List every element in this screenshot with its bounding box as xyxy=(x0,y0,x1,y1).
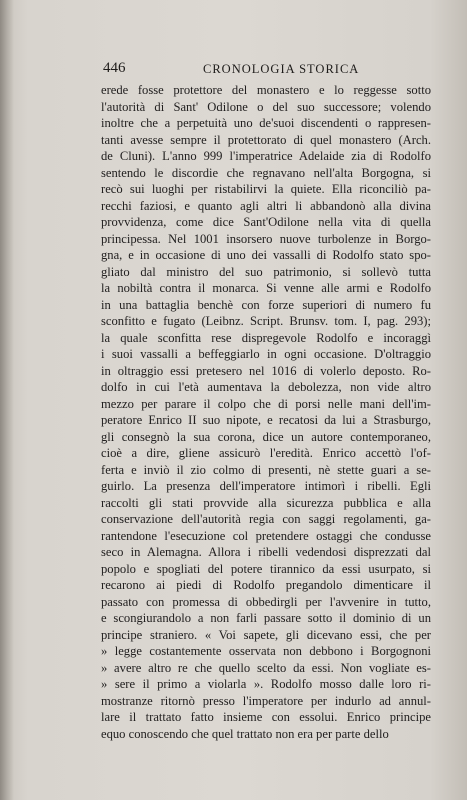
text-line: la quale sconfitta rese dispregevole Rodolfo e incoraggì xyxy=(101,330,431,345)
text-line: passato con promessa di obbedirgli per l'avvenire in tutto, xyxy=(101,594,431,609)
page-header xyxy=(103,60,429,80)
text-line: in oltraggio essi pretesero nel 1016 di volerlo deposto. Ro- xyxy=(101,363,431,378)
text-line: provvidenza, come dice Sant'Odilone nella vita di quella xyxy=(101,215,431,229)
text-line: gna, e in occasione di uno dei vassalli di Rodolfo stato spo- xyxy=(101,248,431,262)
text-line: mostranze ritornò presso l'imperatore per indurlo ad annul- xyxy=(101,693,431,708)
text-line: cioè a dire, gliene assicurò l'eredità. Enrico accettò l'of- xyxy=(101,446,431,460)
text-line: peratore Enrico II suo nipote, e recatosi da lui a Strasburgo, xyxy=(101,413,431,427)
text-line: inoltre che a perpetuità uno de'suoi discendenti o rappresen- xyxy=(101,116,431,130)
text-line: mezzo per parare il colpo che di porsi nelle mani dell'im- xyxy=(101,396,431,411)
running-title: CRONOLOGIA STORICA xyxy=(203,62,360,76)
text-line: » legge costantemente osservata non debbono i Borgognoni xyxy=(101,644,431,658)
text-line: tanti avesse sempre il protettorato di quel monastero (Arch. xyxy=(101,132,431,147)
text-line: equo conoscendo che quel trattato non era per parte dello xyxy=(101,726,389,741)
text-line: l'autorità di Sant' Odilone o del suo successore; volendo xyxy=(101,99,431,114)
text-line: » avere altro re che quello scelto da essi. Non vogliate es- xyxy=(101,660,431,675)
text-line: ferta e inviò il zio colmo di presenti, nè stette guari a se- xyxy=(101,462,431,477)
text-line: principe straniero. « Voi sapete, gli dicevano essi, che per xyxy=(101,627,431,642)
body-text xyxy=(101,82,431,742)
text-line: popolo e spogliati del potere tirannico da essi usurpato, si xyxy=(101,561,431,576)
text-line: in una battaglia benchè con forze superiori di numero fu xyxy=(101,297,431,312)
text-line: gli consegnò la sua corona, dice un autore contemporaneo, xyxy=(101,429,431,444)
text-line: sentendo le discordie che regnavano nell'alta Borgogna, si xyxy=(101,165,431,180)
text-line: conservazione dell'autorità regia con saggi regolamenti, ga- xyxy=(101,512,431,526)
text-line: la nobiltà contra il monarca. Si venne alle armi e Rodolfo xyxy=(101,281,431,295)
text-line: e scongiurandolo a non farli passare sotto il dominio di un xyxy=(101,611,431,625)
text-line: dolfo in cui l'età aumentava la debolezza, non vide altro xyxy=(101,380,431,394)
text-line: recarono ai piedi di Rodolfo pregandolo dimenticare il xyxy=(101,578,431,592)
text-line: raccolti gli stati provvide alla sicurezza pubblica e alla xyxy=(101,495,431,510)
text-line: erede fosse protettore del monastero e lo reggesse sotto xyxy=(101,83,431,97)
text-line: lare il trattato fatto insieme con essolui. Enrico principe xyxy=(101,710,431,724)
text-line: rantendone l'esecuzione col pretendere ostaggi che condusse xyxy=(101,528,431,543)
text-line: gliato dal ministro del suo patrimonio, si sollevò tutta xyxy=(101,264,431,279)
text-line: guirlo. La presenza dell'imperatore intimorì i ribelli. Egli xyxy=(101,479,431,493)
text-line: » sere il primo a violarla ». Rodolfo mosso dalle loro ri- xyxy=(101,677,431,691)
text-line: recchi faziosi, e quanto agli altri li abbandonò alla divina xyxy=(101,198,431,213)
page-number: 446 xyxy=(103,60,126,76)
text-line: sconfitto e fugato (Leibnz. Script. Brunsv. tom. I, pag. 293); xyxy=(101,314,431,328)
page-gutter xyxy=(0,0,14,800)
text-line: principessa. Nel 1001 insorsero nuove turbolenze in Borgo- xyxy=(101,231,431,246)
text-line: i suoi vassalli a beffeggiarlo in ogni occasione. D'oltraggio xyxy=(101,347,431,361)
text-line: seco in Alemagna. Allora i ribelli vedendosi disprezzati dal xyxy=(101,545,431,559)
text-line: recò sui luoghi per ristabilirvi la quiete. Ella riconciliò pa- xyxy=(101,182,431,196)
text-line: de Cluni). L'anno 999 l'imperatrice Adelaide zia di Rodolfo xyxy=(101,149,431,163)
